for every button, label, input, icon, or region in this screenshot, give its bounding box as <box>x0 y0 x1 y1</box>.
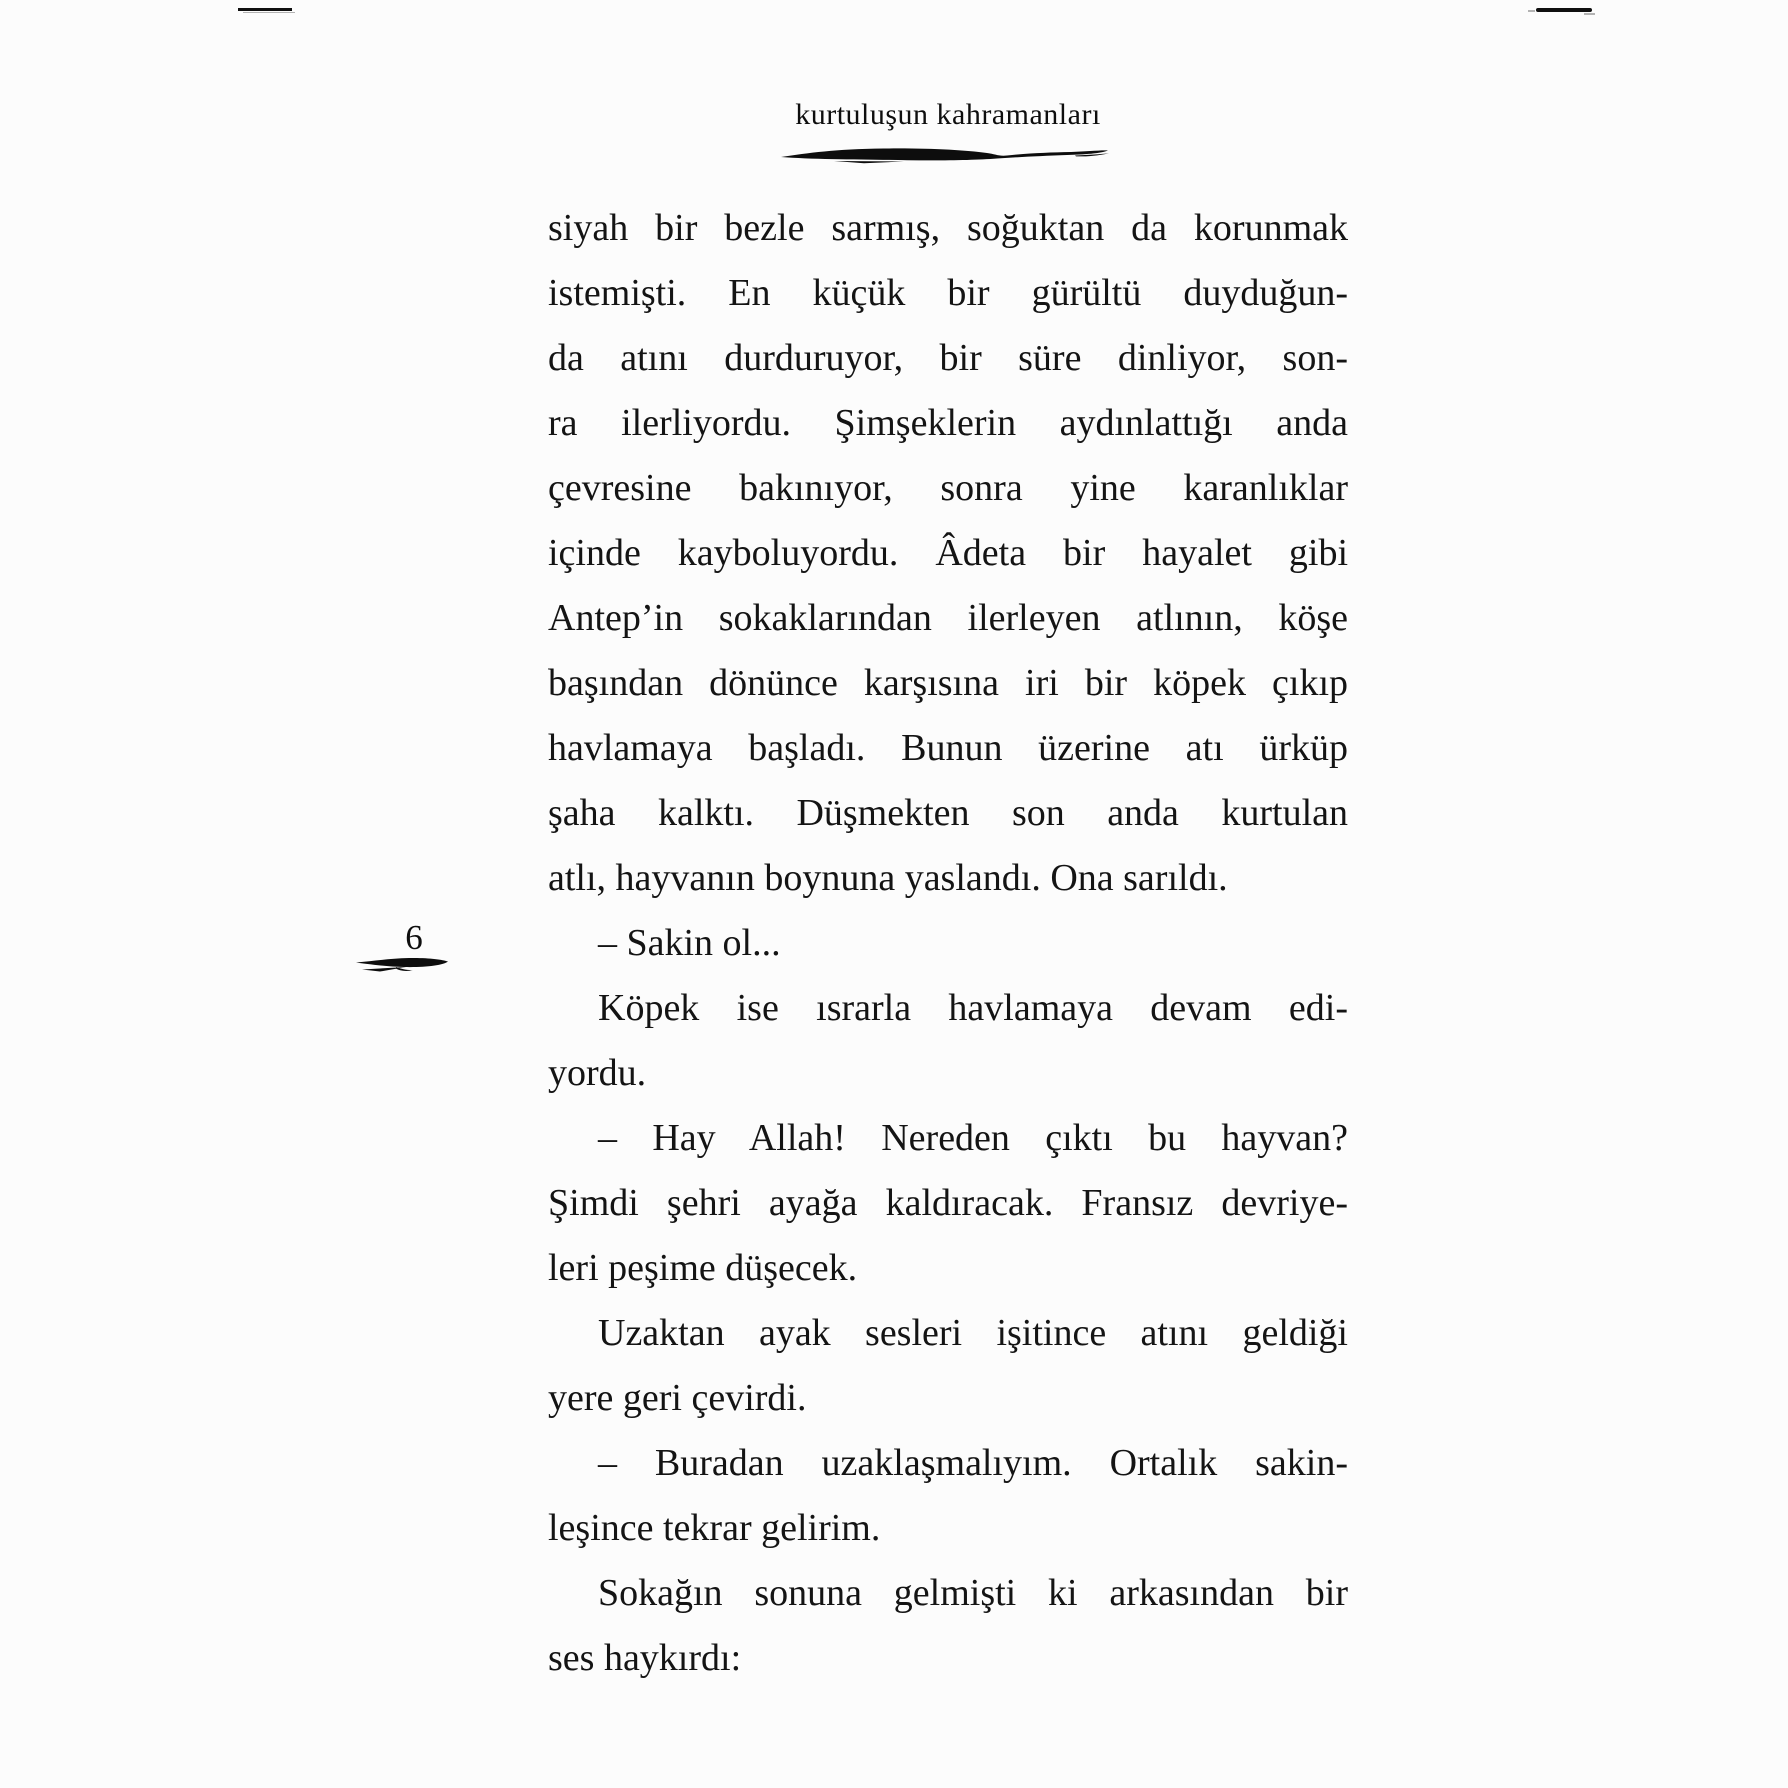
text-line: Köpek ise ısrarla havlamaya devam edi- <box>598 987 1348 1029</box>
text-line: leri peşime düşecek. <box>548 1247 858 1289</box>
text-line: atlı, hayvanın boynuna yaslandı. Ona sarıldı. <box>548 857 1228 899</box>
crop-mark-left <box>238 8 292 11</box>
text-line: Uzaktan ayak sesleri işitince atını geldiği <box>598 1312 1348 1354</box>
text-line: ra ilerliyordu. Şimşeklerin aydınlattığı anda <box>548 402 1348 444</box>
text-line: içinde kayboluyordu. Âdeta bir hayalet gibi <box>548 532 1348 574</box>
text-line: Sokağın sonuna gelmişti ki arkasından bir <box>598 1572 1348 1614</box>
text-line: da atını durduruyor, bir süre dinliyor, son- <box>548 337 1348 379</box>
body-text <box>548 196 1348 1691</box>
header-flourish-icon <box>779 144 1109 166</box>
text-line: çevresine bakınıyor, sonra yine karanlıklar <box>548 467 1348 509</box>
page-number-flourish-icon <box>356 954 452 976</box>
text-line: Şimdi şehri ayağa kaldıracak. Fransız devriye- <box>548 1182 1348 1224</box>
text-line: – Hay Allah! Nereden çıktı bu hayvan? <box>598 1117 1348 1159</box>
text-line: Antep’in sokaklarından ilerleyen atlının, köşe <box>548 597 1348 639</box>
crop-mark-right-speck-bottom <box>1584 13 1595 15</box>
text-line: şaha kalktı. Düşmekten son anda kurtulan <box>548 792 1348 834</box>
text-line: ses haykırdı: <box>548 1637 742 1679</box>
text-line: yordu. <box>548 1052 647 1094</box>
text-line: başından dönünce karşısına iri bir köpek çıkıp <box>548 662 1348 704</box>
text-line: leşince tekrar gelirim. <box>548 1507 881 1549</box>
text-line: – Sakin ol... <box>598 922 781 964</box>
text-line: istemişti. En küçük bir gürültü duyduğun- <box>548 272 1348 314</box>
text-line: havlamaya başladı. Bunun üzerine atı ürküp <box>548 727 1348 769</box>
crop-mark-right <box>1536 8 1592 12</box>
text-line: yere geri çevirdi. <box>548 1377 807 1419</box>
crop-mark-left-shadow <box>243 12 295 13</box>
crop-mark-right-speck-left <box>1528 10 1535 12</box>
page-number: 6 <box>405 918 423 957</box>
text-line: siyah bir bezle sarmış, soğuktan da korunmak <box>548 207 1348 249</box>
running-header-title: kurtuluşun kahramanları <box>795 98 1101 131</box>
text-line: – Buradan uzaklaşmalıyım. Ortalık sakin- <box>598 1442 1348 1484</box>
